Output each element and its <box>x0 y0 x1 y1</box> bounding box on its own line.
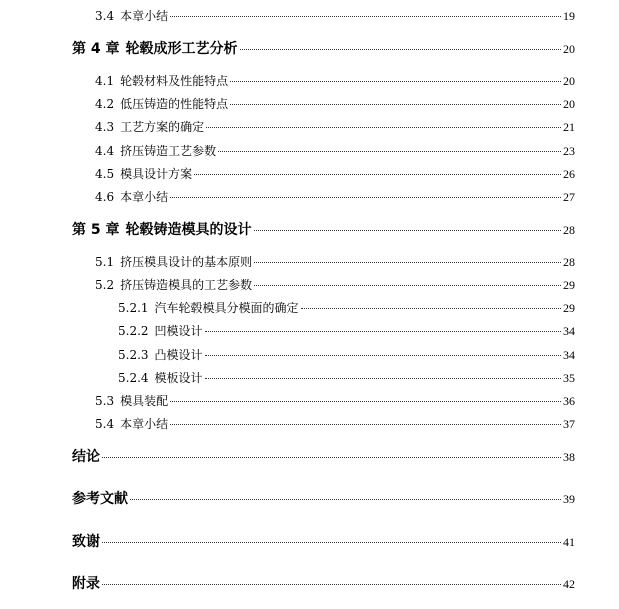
toc-leader-dots <box>170 401 561 402</box>
toc-entry-title: 模板设计 <box>154 371 203 385</box>
toc-chapter-title: 致谢 <box>72 534 100 550</box>
toc-leader-dots <box>170 197 561 198</box>
toc-chapter-page: 38 <box>563 450 575 464</box>
toc-leader-dots <box>218 151 561 152</box>
toc-leader-dots <box>230 81 561 82</box>
toc-entry[interactable] <box>95 188 575 205</box>
toc-entry[interactable] <box>95 95 575 112</box>
toc-entry-title: 挤压铸造工艺参数 <box>120 144 217 158</box>
toc-entry-number: 4.1 <box>95 74 115 88</box>
toc-subentry[interactable] <box>118 299 575 316</box>
toc-entry-title: 模具设计方案 <box>120 167 193 181</box>
toc-entry-number: 5.2.3 <box>118 348 149 362</box>
toc-entry-number: 4.3 <box>95 120 115 134</box>
toc-chapter-page: 41 <box>563 535 575 549</box>
toc-entry-title: 凹模设计 <box>154 324 203 338</box>
toc-chapter-title: 附录 <box>72 576 100 592</box>
toc-entry[interactable] <box>95 7 575 24</box>
toc-entry-title: 挤压铸造模具的工艺参数 <box>120 278 253 292</box>
toc-subentry[interactable] <box>118 369 575 386</box>
toc-entry-number: 5.4 <box>95 417 115 431</box>
toc-leader-dots <box>254 285 561 286</box>
toc-entry-page: 20 <box>563 74 575 88</box>
toc-leader-dots <box>205 355 561 356</box>
toc-leader-dots <box>130 499 561 500</box>
toc-entry-title: 低压铸造的性能特点 <box>120 97 229 111</box>
toc-entry-page: 26 <box>563 167 575 181</box>
toc-entry-number: 5.2.2 <box>118 324 149 338</box>
toc-entry-title: 本章小结 <box>120 190 169 204</box>
toc-subentry[interactable] <box>118 322 575 339</box>
toc-entry-title: 轮毂材料及性能特点 <box>120 74 229 88</box>
toc-entry-page: 29 <box>563 278 575 292</box>
toc-entry-number: 4.5 <box>95 167 115 181</box>
toc-chapter-number: 第 4 章 <box>72 41 120 57</box>
toc-chapter[interactable] <box>72 488 575 508</box>
toc-entry-number: 4.4 <box>95 144 115 158</box>
toc-entry[interactable] <box>95 276 575 293</box>
toc-chapter-title: 参考文献 <box>72 491 128 507</box>
toc-entry[interactable] <box>95 142 575 159</box>
toc-entry[interactable] <box>95 118 575 135</box>
toc-leader-dots <box>194 174 561 175</box>
toc-chapter[interactable] <box>72 219 575 239</box>
toc-entry-page: 34 <box>563 324 575 338</box>
toc-chapter-number: 第 5 章 <box>72 222 120 238</box>
toc-chapter[interactable] <box>72 573 575 593</box>
toc-entry-page: 23 <box>563 144 575 158</box>
toc-entry-page: 37 <box>563 417 575 431</box>
toc-entry-number: 3.4 <box>95 9 115 23</box>
toc-entry-title: 模具装配 <box>120 394 169 408</box>
toc-leader-dots <box>230 104 561 105</box>
toc-entry[interactable] <box>95 165 575 182</box>
toc-entry-page: 27 <box>563 190 575 204</box>
toc-leader-dots <box>254 262 561 263</box>
toc-entry-page: 35 <box>563 371 575 385</box>
toc-entry[interactable] <box>95 72 575 89</box>
toc-leader-dots <box>170 424 561 425</box>
toc-leader-dots <box>170 16 561 17</box>
toc-entry[interactable] <box>95 392 575 409</box>
toc-chapter-page: 42 <box>563 577 575 591</box>
toc-chapter-title: 轮毂成形工艺分析 <box>125 41 238 57</box>
toc-leader-dots <box>102 542 561 543</box>
toc-entry-title: 挤压模具设计的基本原则 <box>120 255 253 269</box>
toc-entry-number: 5.2.1 <box>118 301 149 315</box>
toc-entry-title: 凸模设计 <box>154 348 203 362</box>
toc-entry-title: 汽车轮毂模具分模面的确定 <box>154 301 299 315</box>
toc-entry-title: 本章小结 <box>120 9 169 23</box>
toc-entry-page: 34 <box>563 348 575 362</box>
toc-chapter-page: 20 <box>563 42 575 56</box>
toc-chapter-title: 轮毂铸造模具的设计 <box>125 222 252 238</box>
toc-entry-number: 5.3 <box>95 394 115 408</box>
toc-entry-title: 工艺方案的确定 <box>120 120 205 134</box>
toc-entry-page: 28 <box>563 255 575 269</box>
toc-leader-dots <box>102 457 561 458</box>
toc-subentry[interactable] <box>118 346 575 363</box>
toc-entry[interactable] <box>95 253 575 270</box>
toc-leader-dots <box>205 331 561 332</box>
toc-entry-page: 29 <box>563 301 575 315</box>
toc-leader-dots <box>102 584 561 585</box>
toc-entry-page: 36 <box>563 394 575 408</box>
toc-entry[interactable] <box>95 415 575 432</box>
toc-chapter-title: 结论 <box>72 449 100 465</box>
toc-entry-page: 21 <box>563 120 575 134</box>
toc-leader-dots <box>254 230 562 231</box>
toc-entry-page: 19 <box>563 9 575 23</box>
toc-chapter[interactable] <box>72 446 575 466</box>
toc-chapter[interactable] <box>72 38 575 58</box>
toc-entry-number: 5.2.4 <box>118 371 149 385</box>
toc-leader-dots <box>301 308 561 309</box>
toc-entry-number: 4.2 <box>95 97 115 111</box>
toc-leader-dots <box>206 127 561 128</box>
toc-chapter[interactable] <box>72 531 575 551</box>
toc-chapter-page: 39 <box>563 492 575 506</box>
toc-entry-number: 5.2 <box>95 278 115 292</box>
toc-entry-number: 4.6 <box>95 190 115 204</box>
toc-entry-page: 20 <box>563 97 575 111</box>
toc-chapter-page: 28 <box>563 223 575 237</box>
toc-leader-dots <box>205 378 561 379</box>
toc-entry-title: 本章小结 <box>120 417 169 431</box>
toc-entry-number: 5.1 <box>95 255 115 269</box>
toc-leader-dots <box>240 49 562 50</box>
